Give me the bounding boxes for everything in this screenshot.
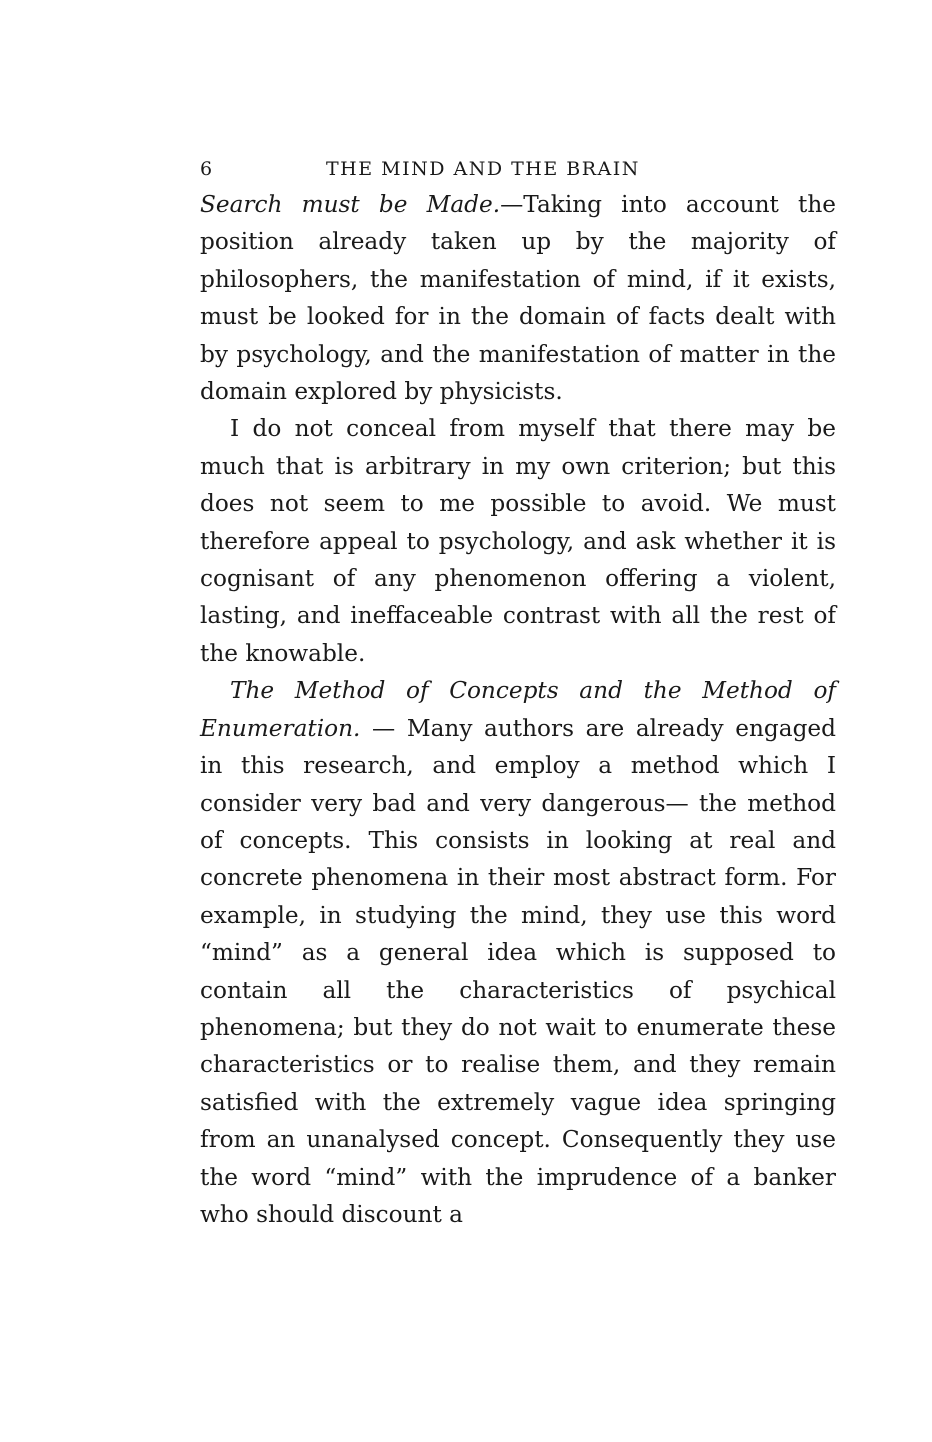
paragraph-text: — Many authors are already engaged in this research, and employ a method which I consider very bad and very dangerous— the method of concepts. This consists in looking at real and concrete phenomena in their most abstract form. For example, in studying the mind, they use this word “mind” as a general idea which is supposed to contain all the characteristics of psychical phenomena; but they do not wait to enumerate these characteristics or to realise them, and they remain satisfied with the extremely vague idea springing from an unanalysed concept. Consequently they use the word “mind” with the imprudence of a banker who should discount a bbox=[200, 714, 836, 1228]
running-header bbox=[200, 150, 836, 186]
paragraph-1 bbox=[200, 186, 836, 410]
paragraph-text: —Taking into account the position already taken up by the majority of philosophers, the manifestation of mind, if it exists, must be looked for in the domain of facts dealt with by psychology, and the manifestation of matter in the domain explored by physicists. bbox=[200, 191, 836, 406]
section-heading: The Method of Concepts and the Method of Enumeration. bbox=[200, 677, 836, 742]
paragraph-text: I do not conceal from myself that there may be much that is arbitrary in my own criterion; but this does not seem to me possible to avoid. We must therefore appeal to psychology, and ask whether it is cognisant of any phenomenon offering a violent, lasting, and ineffaceable contrast with all the rest of the knowable. bbox=[200, 415, 836, 667]
body-text bbox=[200, 186, 836, 1233]
paragraph-2 bbox=[200, 410, 836, 672]
running-title: THE MIND AND THE BRAIN bbox=[326, 158, 640, 180]
paragraph-3 bbox=[200, 672, 836, 1233]
page-number: 6 bbox=[200, 158, 214, 180]
section-heading-fragment: Search must be Made. bbox=[200, 191, 501, 218]
book-page bbox=[200, 150, 836, 1233]
